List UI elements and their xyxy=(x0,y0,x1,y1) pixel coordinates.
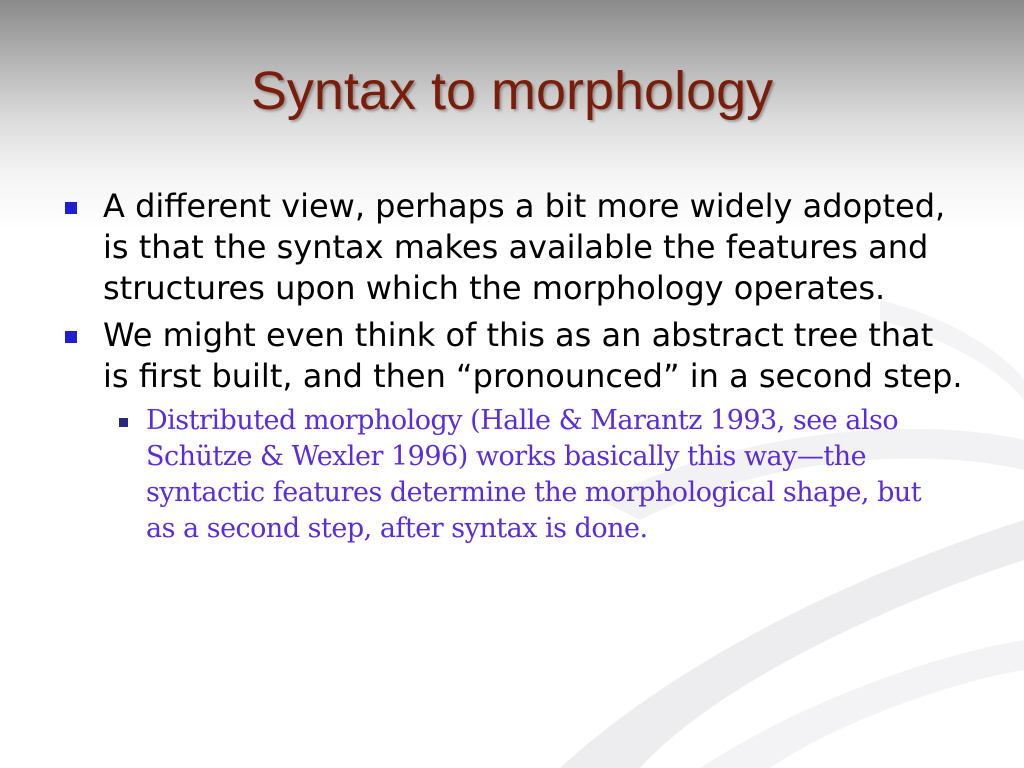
bullet-text: We might even think of this as an abstract tree that is first built, and then “pronounced” in a second step. xyxy=(103,316,963,395)
bullet-item xyxy=(0,315,963,397)
square-bullet-icon xyxy=(65,202,77,214)
sub-bullet-item xyxy=(0,403,926,547)
square-sub-bullet-icon xyxy=(119,418,128,427)
square-bullet-icon xyxy=(65,331,77,343)
bullet-text: A different view, perhaps a bit more widely adopted, is that the syntax makes available the features and structures upon which the morphology operates. xyxy=(103,187,946,307)
slide-title: Syntax to morphology xyxy=(250,61,774,121)
bullet-item xyxy=(0,186,963,309)
sub-bullet-text: Distributed morphology (Halle & Marantz 1993, see also Schütze & Wexler 1996) works basically this way—the syntactic features determine the morphological shape, but as a second step, after syntax is done. xyxy=(146,405,922,544)
slide-content xyxy=(0,186,1024,547)
